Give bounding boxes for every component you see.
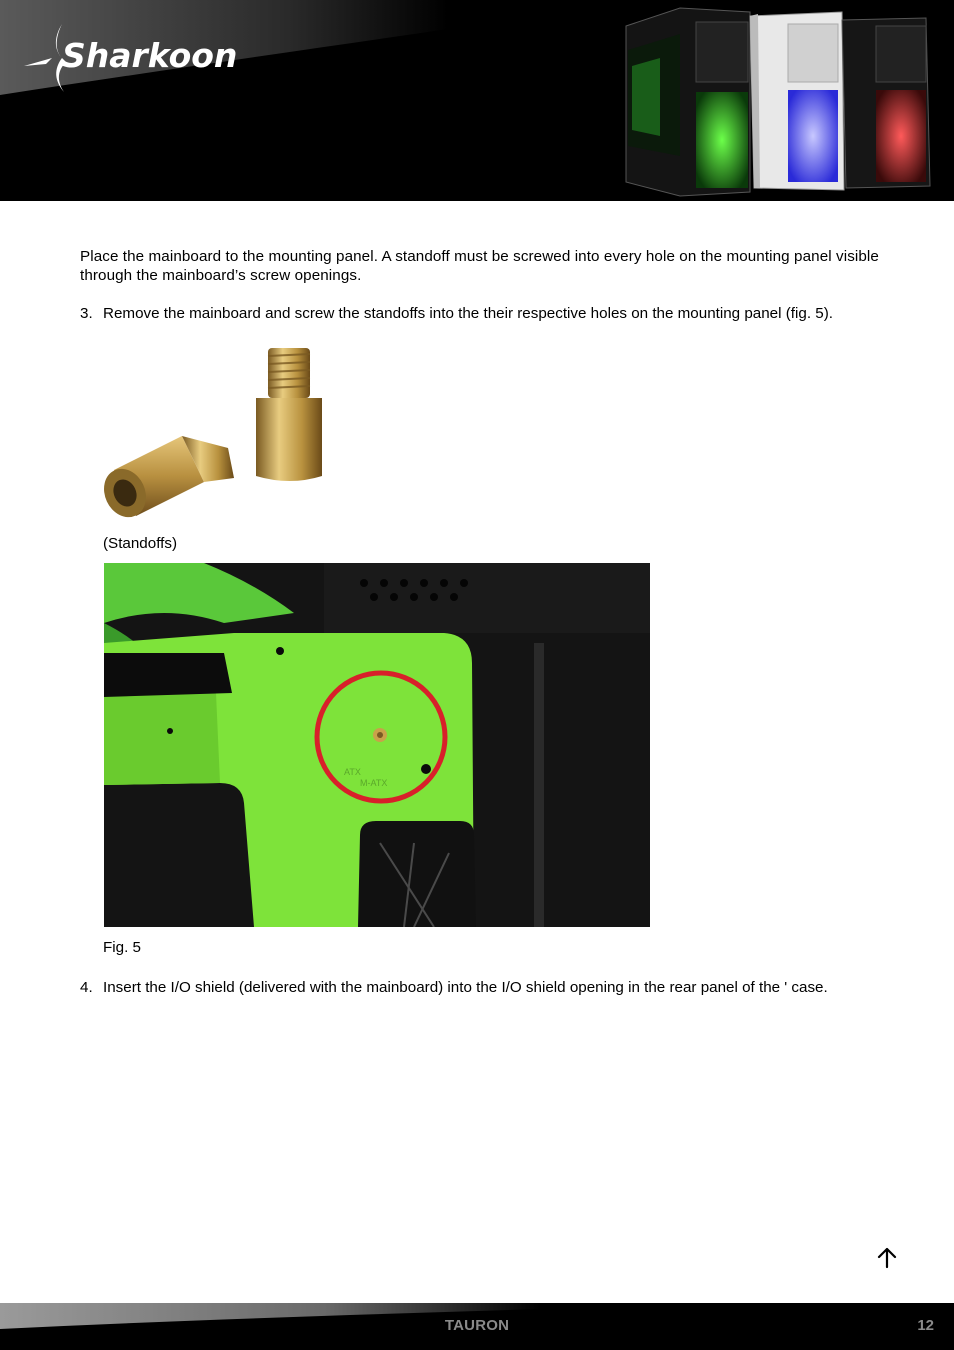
mounting-panel-photo — [104, 563, 650, 927]
footer-title: TAURON — [444, 1317, 510, 1334]
list-item-step-3 — [80, 304, 885, 344]
standoffs-caption: (Standoffs) — [103, 535, 178, 552]
step-text: Insert the I/O shield (delivered with the mainboard) into the I/O shield opening in the rear panel of the ' case. — [103, 979, 828, 996]
board-mark-matx: M-ATX — [360, 778, 388, 788]
list-item-step-4 — [80, 978, 885, 1018]
board-mark-atx: ATX — [344, 767, 361, 777]
pc-cases-image — [620, 6, 936, 198]
upright-standoff — [256, 348, 322, 481]
page-footer — [0, 1303, 954, 1350]
figure-caption: Fig. 5 — [103, 939, 141, 956]
page-header — [0, 0, 954, 201]
page-number: 12 — [917, 1317, 934, 1334]
step-text: Remove the mainboard and screw the standoffs into the their respective holes on the mounting panel (fig. 5). — [103, 305, 833, 322]
standoffs-image — [100, 340, 330, 535]
lying-standoff — [100, 436, 234, 524]
brand-logo-text: Sharkoon — [62, 36, 238, 75]
arrow-up-icon[interactable] — [876, 1246, 898, 1270]
intro-paragraph: Place the mainboard to the mounting panel. A standoff must be screwed into every hole on the mounting panel visible through the mainboard’s screw openings. — [80, 248, 879, 284]
step-number: 3. — [80, 305, 93, 322]
step-number: 4. — [80, 979, 93, 996]
